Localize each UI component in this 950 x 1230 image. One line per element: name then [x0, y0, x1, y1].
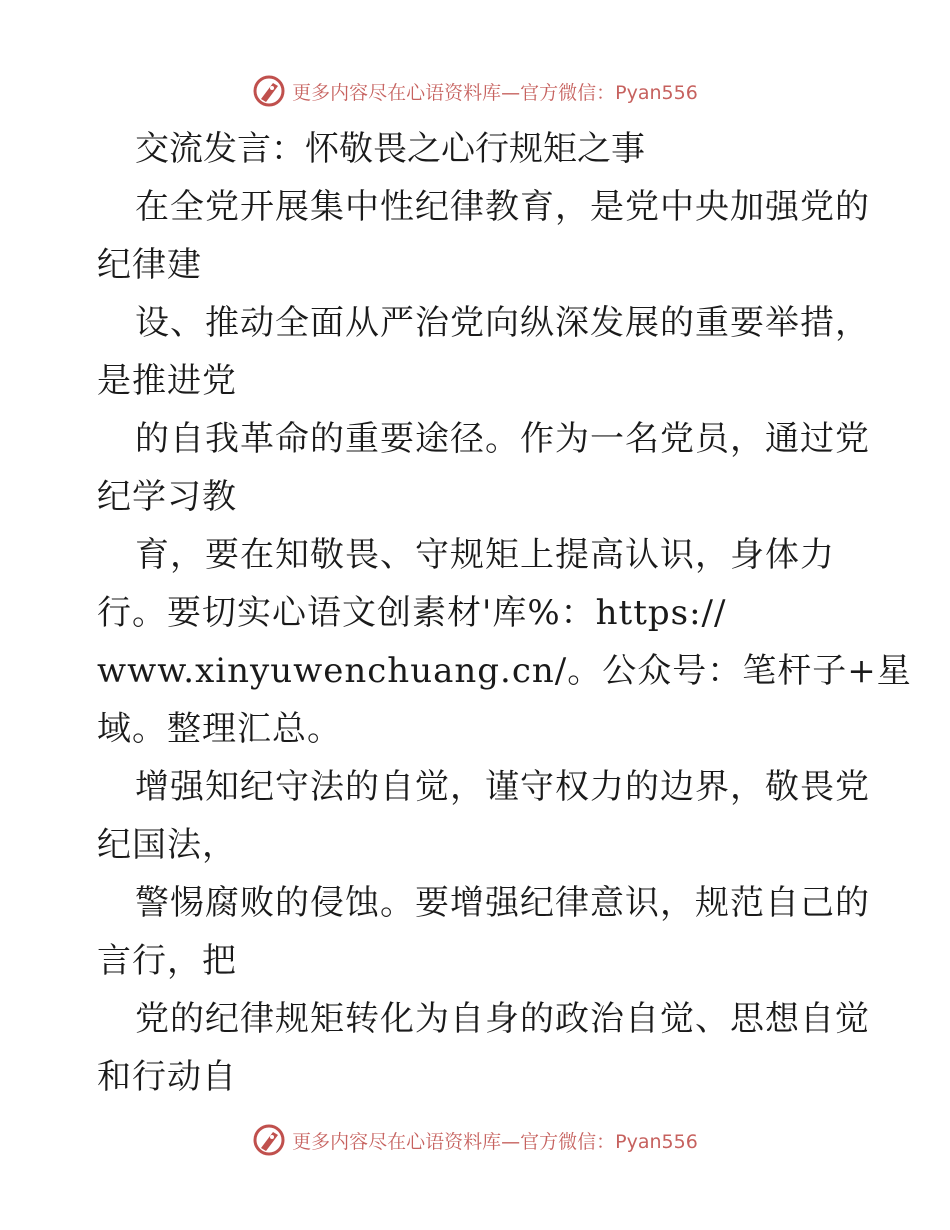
- pen-nib-circle-icon: [252, 1123, 286, 1157]
- text-line: 的自我革命的重要途径。作为一名党员，通过党: [135, 419, 870, 459]
- header-watermark: [0, 71, 950, 111]
- text-line: 和行动自: [97, 1057, 237, 1097]
- text-line: 育，要在知敬畏、守规矩上提高认识，身体力: [135, 535, 835, 575]
- footer-watermark: [0, 1120, 950, 1160]
- text-line: 在全党开展集中性纪律教育，是党中央加强党的: [135, 187, 870, 227]
- text-line: 言行，把: [97, 941, 237, 981]
- text-line: 是推进党: [97, 361, 237, 401]
- text-line: www.xinyuwenchuang.cn/。公众号：笔杆子+星: [97, 651, 912, 691]
- text-line: 纪国法，: [97, 825, 237, 865]
- text-line: 党的纪律规矩转化为自身的政治自觉、思想自觉: [135, 999, 870, 1039]
- watermark-text: 更多内容尽在心语资料库—官方微信：Pyan556: [292, 1130, 698, 1153]
- pen-nib-circle-icon: [252, 74, 286, 108]
- text-line: 纪律建: [97, 245, 202, 285]
- document-title: 交流发言：怀敬畏之心行规矩之事: [135, 129, 645, 169]
- text-line: 设、推动全面从严治党向纵深发展的重要举措，: [135, 303, 870, 343]
- document-body: [97, 120, 912, 1106]
- text-line: 增强知纪守法的自觉，谨守权力的边界，敬畏党: [135, 767, 870, 807]
- text-line: 域。整理汇总。: [97, 709, 342, 749]
- text-line: 警惕腐败的侵蚀。要增强纪律意识，规范自己的: [135, 883, 870, 923]
- watermark-text: 更多内容尽在心语资料库—官方微信：Pyan556: [292, 81, 698, 104]
- text-line: 纪学习教: [97, 477, 237, 517]
- text-line: 行。要切实心语文创素材'库%：https://: [97, 593, 727, 633]
